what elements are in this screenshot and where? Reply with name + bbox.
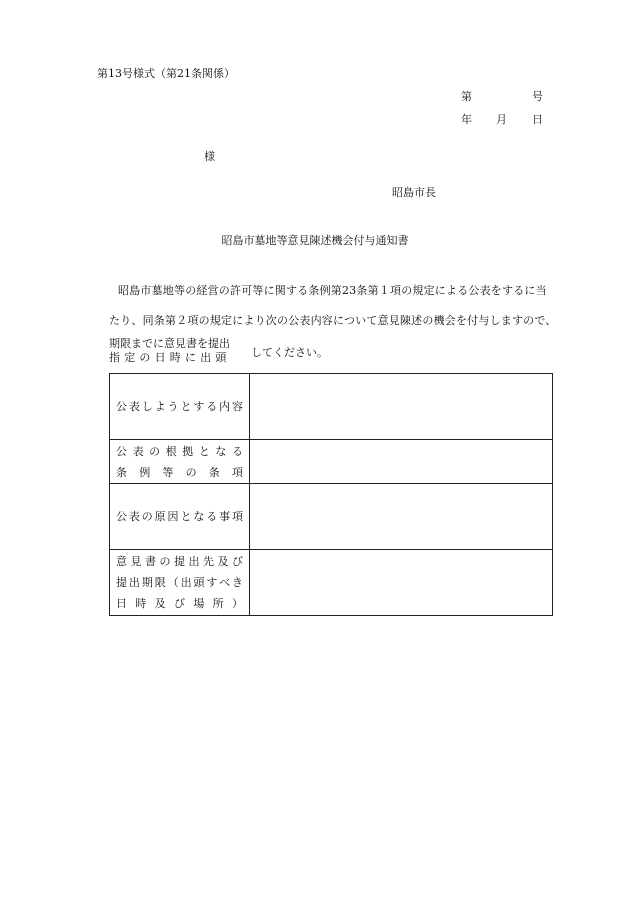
table-row bbox=[110, 484, 553, 550]
choice-submit-opinion: 期限までに意見書を提出 bbox=[109, 337, 230, 350]
row-label bbox=[110, 484, 250, 550]
sender: 昭島市長 bbox=[392, 186, 436, 199]
row4-value bbox=[250, 550, 553, 616]
row3-value bbox=[250, 484, 553, 550]
row2-label-line1: 公表の根拠となる bbox=[116, 444, 243, 458]
addressee-suffix: 様 bbox=[204, 150, 215, 163]
row4-label-line3: 日時及び場所） bbox=[116, 597, 243, 610]
month-label: 月 bbox=[496, 113, 507, 126]
row-label bbox=[110, 374, 250, 440]
body-line-3: してください。 bbox=[251, 346, 328, 359]
choice-appear: 指定の日時に出頭 bbox=[109, 351, 231, 364]
number-suffix: 号 bbox=[532, 90, 543, 103]
body-line-1: 昭島市墓地等の経営の許可等に関する条例第23条第１項の規定による公表をするに当 bbox=[118, 284, 547, 297]
table-row bbox=[110, 440, 553, 484]
table-row bbox=[110, 374, 553, 440]
row-label bbox=[110, 440, 250, 484]
notice-table bbox=[109, 373, 553, 616]
row4-label-line1: 意見書の提出先及び bbox=[116, 555, 243, 568]
number-label: 第 bbox=[461, 90, 472, 103]
row1-value bbox=[250, 374, 553, 440]
row3-label: 公表の原因となる事項 bbox=[116, 510, 243, 523]
body-choice bbox=[109, 337, 231, 365]
day-label: 日 bbox=[532, 113, 543, 126]
row1-label: 公表しようとする内容 bbox=[116, 400, 243, 413]
row2-label-line2: 条例等の条項 bbox=[116, 465, 243, 479]
table-row bbox=[110, 550, 553, 616]
document-title: 昭島市墓地等意見陳述機会付与通知書 bbox=[221, 234, 409, 247]
body-line-2: たり、同条第２項の規定により次の公表内容について意見陳述の機会を付与しますので、 bbox=[109, 314, 557, 327]
row4-label-line2: 提出期限（出頭すべき bbox=[116, 576, 243, 589]
row2-value bbox=[250, 440, 553, 484]
form-number: 第13号様式（第21条関係） bbox=[97, 67, 235, 80]
row-label bbox=[110, 550, 250, 616]
year-label: 年 bbox=[461, 113, 472, 126]
